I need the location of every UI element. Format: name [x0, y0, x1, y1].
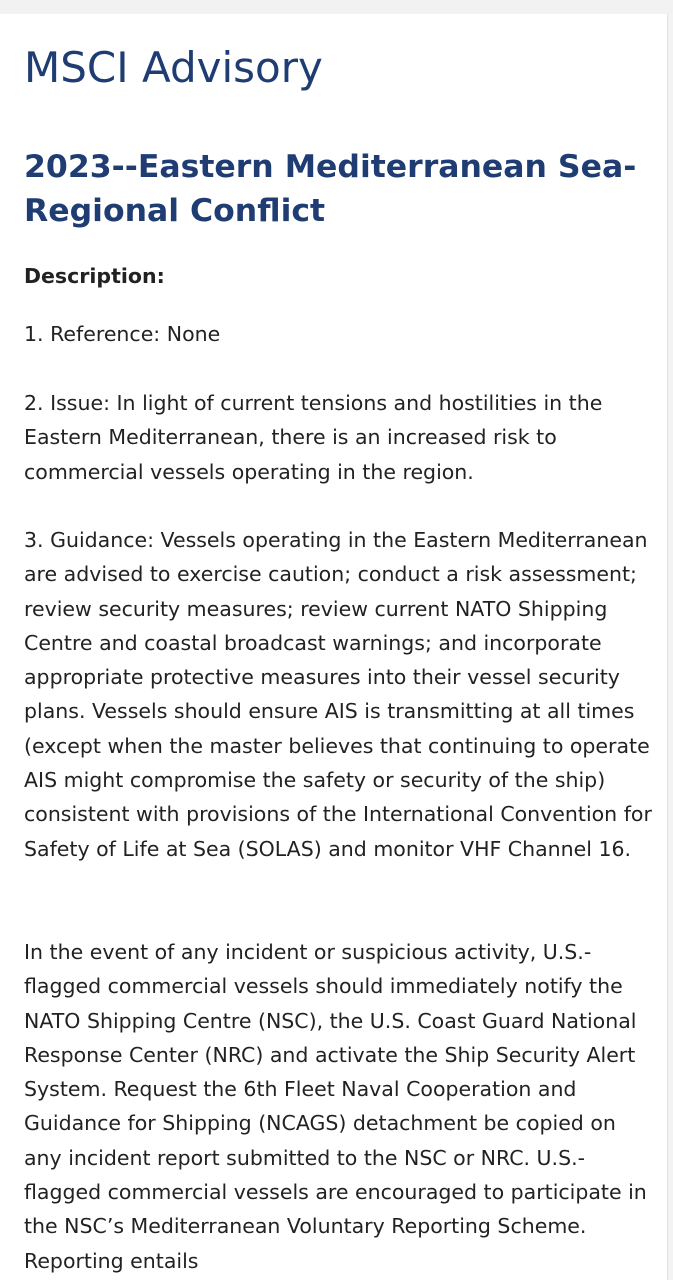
- advisory-title: 2023--Eastern Mediterranean Sea- Regional Conflict: [24, 149, 637, 229]
- incident-reporting-paragraph: In the event of any incident or suspicious activity, U.S.-flagged commercial vessels should immediately notify the NATO Shipping Centre (NSC), the U.S. Coast Guard National Response Center (NRC) and activate the Ship Security Alert System. Request the 6th Fleet Naval Cooperation and Guidance for Shipping (NCAGS) detachment be copied on any incident report submitted to the NSC or NRC. U.S.-flagged commercial vessels are encouraged to participate in the NSC’s Mediterranean Voluntary Reporting Scheme. Reporting entails: [24, 940, 647, 1273]
- site-title: MSCI Advisory: [24, 43, 323, 92]
- reference-paragraph: 1. Reference: None: [24, 322, 221, 346]
- guidance-paragraph: 3. Guidance: Vessels operating in the Eastern Mediterranean are advised to exercise caution; conduct a risk assessment; review security measures; review current NATO Shipping Centre and coastal broadcast warnings; and incorporate appropriate protective measures into their vessel security plans. Vessels should ensure AIS is transmitting at all times (except when the master believes that continuing to operate AIS might compromise the safety or security of the ship) consistent with provisions of the International Convention for Safety of Life at Sea (SOLAS) and monitor VHF Channel 16.: [24, 528, 652, 861]
- advisory-page: [0, 14, 668, 1280]
- top-strip: [0, 0, 673, 14]
- description-label: Description:: [24, 264, 165, 288]
- issue-paragraph: 2. Issue: In light of current tensions and hostilities in the Eastern Mediterranean, there is an increased risk to commercial vessels operating in the region.: [24, 391, 603, 484]
